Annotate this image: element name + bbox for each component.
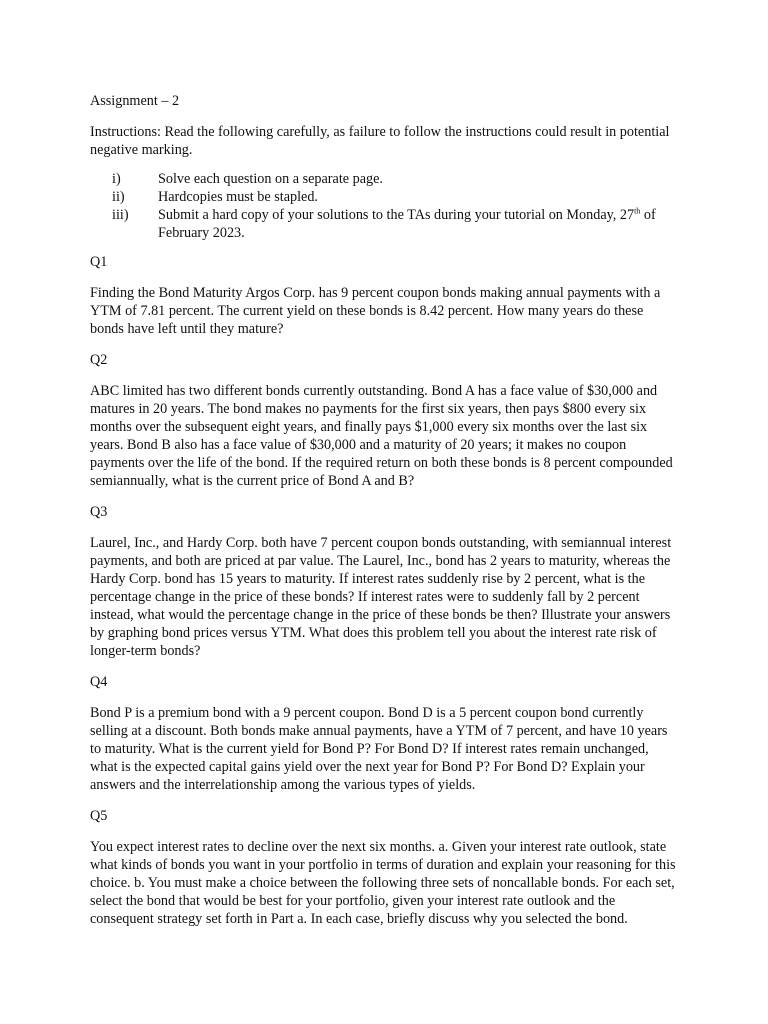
list-item-number: iii) bbox=[112, 207, 129, 223]
document-body bbox=[90, 92, 676, 941]
list-item-text-after: of February 2023. bbox=[158, 207, 656, 241]
question-label-q2: Q2 bbox=[90, 352, 108, 368]
question-label-q4: Q4 bbox=[90, 674, 108, 690]
list-item-text: Solve each question on a separate page. bbox=[158, 171, 383, 187]
assignment-title: Assignment – 2 bbox=[90, 93, 180, 109]
question-text-q1: Finding the Bond Maturity Argos Corp. has 9 percent coupon bonds making annual payments with a YTM of 7.81 percent. The current yield on these bonds is 8.42 percent. How many years do these bonds have left until they mature? bbox=[90, 285, 661, 337]
instructions-text: Instructions: Read the following carefully, as failure to follow the instructions could result in potential negative marking. bbox=[90, 124, 670, 158]
list-item-number: i) bbox=[112, 171, 121, 187]
list-item-text: Hardcopies must be stapled. bbox=[158, 189, 318, 205]
question-text-q2: ABC limited has two different bonds currently outstanding. Bond A has a face value of $30,000 and matures in 20 years. The bond makes no payments for the first six years, then pays $800 every six months over the subsequent eight years, and finally pays $1,000 every six months over the last six years. Bond B also has a face value of $30,000 and a maturity of 20 years; it makes no coupon payments over the life of the bond. If the required return on both these bonds is 8 percent compounded semiannually, what is the current price of Bond A and B? bbox=[90, 383, 673, 489]
question-text-q4: Bond P is a premium bond with a 9 percent coupon. Bond D is a 5 percent coupon bond currently selling at a discount. Both bonds make annual payments, have a YTM of 7 percent, and have 10 years to maturity. What is the current yield for Bond P? For Bond D? If interest rates remain unchanged, what is the expected capital gains yield over the next year for Bond P? For Bond D? Explain your answers and the interrelationship among the various types of yields. bbox=[90, 705, 668, 793]
question-text-q5: You expect interest rates to decline over the next six months. a. Given your interest rate outlook, state what kinds of bonds you want in your portfolio in terms of duration and explain your reasoning for this choice. b. You must make a choice between the following three sets of noncallable bonds. For each set, select the bond that would be best for your portfolio, given your interest rate outlook and the consequent strategy set forth in Part a. In each case, briefly discuss why you selected the bond. bbox=[90, 839, 676, 927]
ordinal-suffix: th bbox=[634, 206, 641, 216]
list-item bbox=[90, 170, 676, 188]
instructions-list bbox=[90, 170, 676, 242]
list-item bbox=[90, 206, 676, 242]
list-item-text bbox=[158, 206, 676, 242]
list-item-number: ii) bbox=[112, 189, 125, 205]
question-label-q3: Q3 bbox=[90, 504, 108, 520]
list-item-text-before: Submit a hard copy of your solutions to the TAs during your tutorial on Monday, 27 bbox=[158, 207, 635, 223]
question-label-q1: Q1 bbox=[90, 254, 108, 270]
question-label-q5: Q5 bbox=[90, 808, 108, 824]
list-item bbox=[90, 188, 676, 206]
question-text-q3: Laurel, Inc., and Hardy Corp. both have 7 percent coupon bonds outstanding, with semiannual interest payments, and both are priced at par value. The Laurel, Inc., bond has 2 years to maturity, whereas the Hardy Corp. bond has 15 years to maturity. If interest rates suddenly rise by 2 percent, what is the percentage change in the price of these bonds? If interest rates were to suddenly fall by 2 percent instead, what would the percentage change in the price of these bonds be then? Illustrate your answers by graphing bond prices versus YTM. What does this problem tell you about the interest rate risk of longer-term bonds? bbox=[90, 535, 672, 659]
